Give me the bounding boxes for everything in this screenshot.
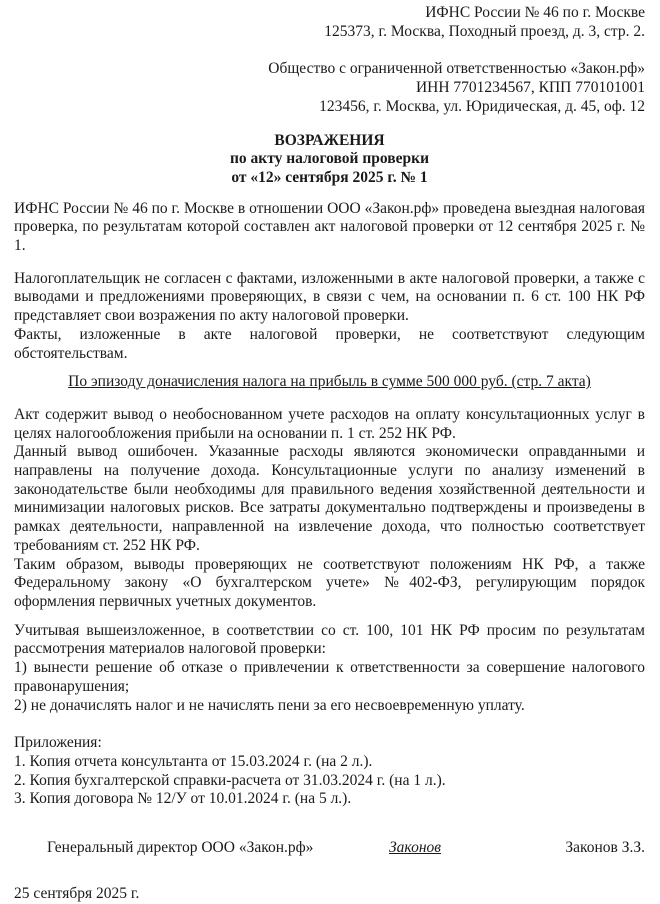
document-title-main: ВОЗРАЖЕНИЯ [274, 131, 385, 149]
request-item-1: 1) вынести решение об отказе о привлечении к ответственности за совершение налогового правонарушения; [14, 659, 645, 695]
applicant-block [14, 60, 645, 116]
recipient-block [14, 4, 645, 41]
document-title-date-number: от «12» сентября 2025 г. № 1 [231, 168, 428, 186]
attachment-item-3: 3. Копия договора № 12/У от 10.01.2024 г. (на 5 л.). [14, 790, 352, 808]
attachments-heading: Приложения: [14, 734, 102, 752]
paragraph-body-1: Акт содержит вывод о необоснованном учете расходов на оплату консультационных услуг в целях налогообложения прибыли на основании п. 1 ст. 252 НК РФ. [14, 405, 645, 442]
document-title [14, 132, 645, 188]
paragraph-disagreement: Налогоплательщик не согласен с фактами, изложенными в акте налоговой проверки, а также с выводами и предложениями проверяющих, в связи с чем, на основании п. 6 ст. 100 НК РФ представляет свои возражения по акту налоговой проверки. [14, 269, 645, 325]
signature-autograph: Законов [389, 839, 442, 857]
signatory-position: Генеральный директор ООО «Закон.рф» [47, 839, 314, 857]
paragraph-body-3: Таким образом, выводы проверяющих не соответствуют положениям НК РФ, а также Федеральному закону «О бухгалтерском учете» №402-ФЗ, регулирующим порядок оформления первичных учетных документов. [14, 555, 645, 610]
applicant-company-name: Общество с ограниченной ответственностью «Закон.рф» [268, 60, 645, 78]
request-item-2: 2) не доначислять налог и не начислять пени за его несвоевременную уплату. [14, 696, 525, 714]
attachments-block [14, 734, 645, 809]
document-date: 25 сентября 2025 г. [14, 885, 140, 903]
signature-row [14, 839, 645, 858]
recipient-address: 125373, г. Москва, Походный проезд, д. 3, стр. 2. [324, 22, 645, 40]
applicant-inn-kpp: ИНН 7701234567, КПП 770101001 [415, 79, 645, 97]
signatory-name: Законов З.З. [565, 839, 645, 857]
episode-heading: По эпизоду доначисления налога на прибыль в сумме 500 000 руб. (стр. 7 акта) [68, 373, 591, 391]
paragraph-facts: Факты, изложенные в акте налоговой проверки, не соответствуют следующим обстоятельствам. [14, 325, 645, 362]
paragraph-request-intro: Учитывая вышеизложенное, в соответствии со ст. 100, 101 НК РФ просим по результатам рассмотрения материалов налоговой проверки: [14, 621, 645, 658]
attachment-item-2: 2. Копия бухгалтерской справки-расчета от 31.03.2024 г. (на 1 л.). [14, 771, 446, 789]
paragraph-intro: ИФНС России № 46 по г. Москве в отношении ООО «Закон.рф» проведена выездная налоговая проверка, по результатам которой составлен акт налоговой проверки от 12 сентября 2025 г. № 1. [14, 199, 645, 255]
attachment-item-1: 1. Копия отчета консультанта от 15.03.2024 г. (на 2 л.). [14, 752, 373, 770]
paragraph-body-2: Данный вывод ошибочен. Указанные расходы являются экономически оправданными и направлены на получение дохода. Консультационные услуги по анализу изменений в законодательстве были необходимы для правильного ведения хозяйственной деятельности и минимизации налоговых рисков. Все затраты документально подтверждены и произведены в рамках деятельности, направленной на извлечение дохода, что полностью соответствует требованиям ст. 252 НК РФ. [14, 443, 645, 554]
recipient-authority: ИФНС России № 46 по г. Москве [425, 4, 645, 21]
applicant-address: 123456, г. Москва, ул. Юридическая, д. 45, оф. 12 [319, 97, 645, 115]
document-title-subject: по акту налоговой проверки [229, 150, 430, 168]
